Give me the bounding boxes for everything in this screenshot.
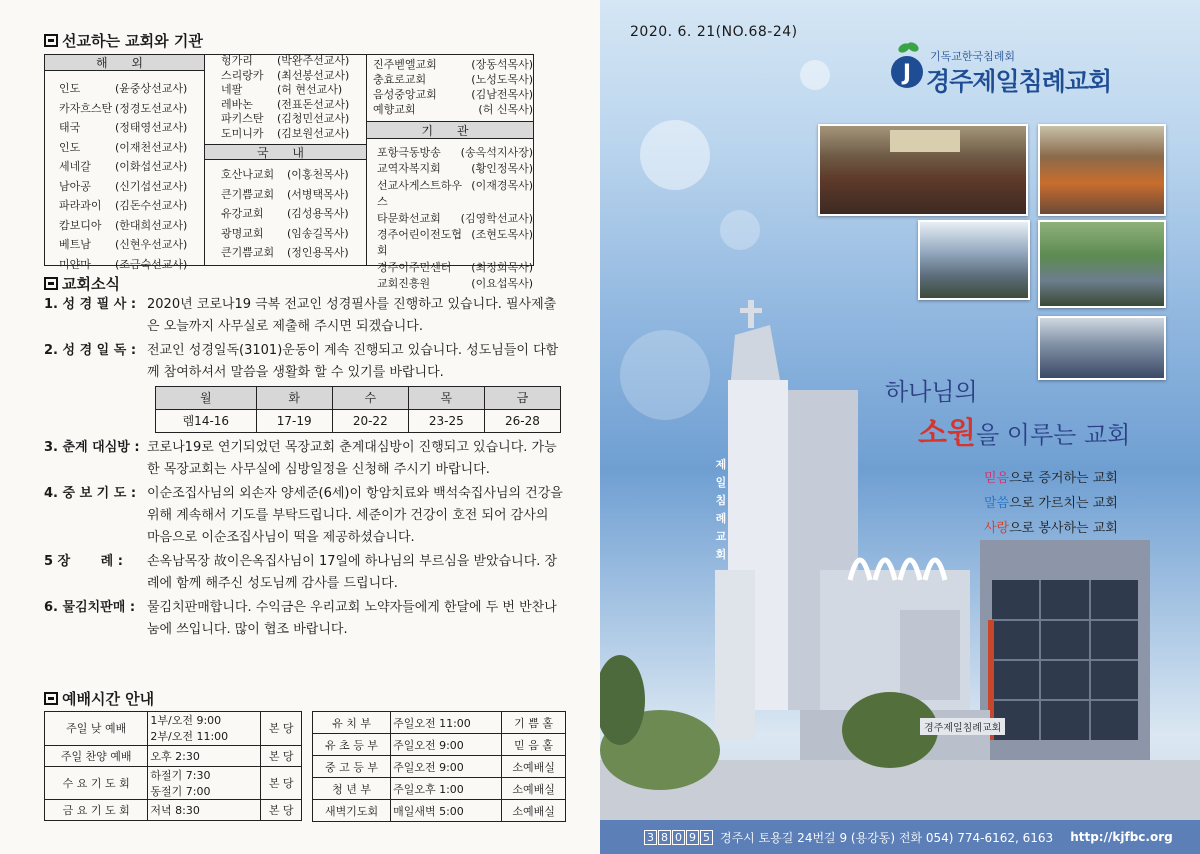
item-name: 스리랑카: [221, 68, 264, 82]
schedule-row: [45, 745, 302, 766]
schedule-row: [313, 712, 566, 734]
list-item: [377, 145, 533, 161]
schedule-place: 소예배실: [502, 778, 566, 800]
list-item: [59, 196, 199, 216]
item-name: 타문화선교회: [377, 211, 441, 225]
item-person: (박완주선교사): [277, 54, 350, 67]
item-person: (김돈수선교사): [115, 199, 188, 212]
schedule-name: 새벽기도회: [313, 800, 391, 822]
item-person: (조현도목사): [471, 228, 533, 242]
item-person: (조금숙선교사): [115, 257, 188, 271]
item-person: (김영학선교사): [460, 211, 533, 225]
news-item: 3. 춘계 대심방 : 코로나19로 연기되었던 목장교회 춘계대심방이 진행되고 있습니다. 가능한 목장교회는 사무실에 심방일정을 신청해 주시기 바랍니다.: [44, 440, 557, 477]
address: 경주시 토용길 24번길 9 (용강동) 전화 054) 774-6162, 6163: [720, 830, 1054, 845]
list-item: [221, 185, 365, 205]
item-person: (김보원선교사): [277, 126, 350, 140]
item-person: (윤중상선교사): [115, 82, 188, 95]
schedule-name: 주일 찬양 예배: [45, 745, 148, 766]
overseas-list: [59, 79, 199, 274]
missions-title: 선교하는 교회와 기관: [44, 30, 203, 51]
list-item: [373, 87, 533, 102]
schedule-name: 주일 낮 예배: [45, 712, 148, 746]
item-name: 예향교회: [373, 103, 416, 116]
reading-day: 화: [256, 387, 332, 410]
item-name: 광명교회: [221, 226, 264, 240]
list-item: [221, 98, 365, 113]
schedule-row: [45, 766, 302, 800]
schedule-place: 본 당: [261, 745, 302, 766]
tower-sign: 제일침례교회: [715, 458, 727, 561]
motto-key: 말씀: [984, 496, 1010, 511]
church-building-illustration: [600, 280, 1200, 820]
denomination: 기독교한국침례회: [930, 50, 1016, 63]
item-name: 경주어린이전도협회: [377, 228, 463, 258]
schedule-name: 수 요 기 도 회: [45, 766, 148, 800]
item-person: (이홍천목사): [287, 168, 349, 181]
item-name: 유강교회: [221, 207, 264, 220]
list-item: [373, 57, 533, 72]
motto-rest: 으로 봉사하는 교회: [1009, 521, 1118, 536]
item-name: 큰기쁨교회: [221, 246, 275, 259]
schedule-time: 주일오전 11:00: [391, 712, 502, 734]
postal-digit: 9: [686, 830, 699, 845]
schedule-time: 오후 2:30: [148, 745, 261, 766]
item-name: 인도: [59, 82, 81, 95]
item-name: 교회진흥원: [377, 277, 431, 291]
schedule-place: 본 당: [261, 712, 302, 746]
list-item: [221, 54, 365, 69]
item-person: (최정희목사): [471, 260, 533, 274]
news-item: 5 장 례 : 손옥남목장 故이은옥집사님이 17일에 하나님의 부르심을 받았습니다. 장례에 함께 해주신 성도님께 감사를 드립니다.: [44, 554, 558, 591]
domestic-list: [221, 165, 365, 263]
item-name: 남아공: [59, 179, 91, 193]
worship-schedule-main: [44, 711, 302, 821]
item-name: 도미니카: [221, 126, 264, 140]
svg-text:J: J: [902, 61, 912, 86]
list-item: [59, 79, 199, 99]
church-name: 경주제일침례교회: [926, 67, 1112, 96]
list-item: [221, 83, 365, 98]
schedule-place: 본 당: [261, 766, 302, 800]
list-item: [377, 227, 533, 260]
overseas-list-2: [221, 54, 365, 141]
item-person: (황인정목사): [471, 162, 533, 176]
motto-rest: 으로 가르치는 교회: [1009, 496, 1118, 511]
list-item: [221, 69, 365, 84]
footer-bar: [600, 820, 1200, 854]
postal-digit: 5: [700, 830, 713, 845]
motto-key: 믿음: [984, 471, 1010, 486]
item-name: 베트남: [59, 238, 91, 251]
item-person: (신기섭선교사): [115, 179, 188, 193]
item-name: 선교사게스트하우스: [377, 178, 463, 209]
item-person: (이요섭목사): [471, 277, 533, 291]
schedule-place: 소예배실: [502, 756, 566, 778]
item-name: 레바논: [221, 97, 253, 111]
item-name: 파라과이: [59, 199, 102, 212]
item-person: (최선봉선교사): [277, 68, 350, 82]
postal-code: [644, 830, 713, 845]
worship-service-photo: [818, 124, 1028, 216]
item-name: 진주벧엘교회: [373, 58, 437, 71]
schedule-row: [313, 778, 566, 800]
schedule-time: 주일오전 9:00: [391, 734, 502, 756]
list-item: [377, 260, 533, 276]
list-item: [373, 72, 533, 87]
item-name: 포항극동방송: [377, 146, 441, 159]
list-item: [221, 204, 365, 224]
list-item: [59, 99, 199, 119]
reading-day: 금: [484, 387, 560, 410]
item-name: 네팔: [221, 83, 243, 96]
news-item: 1. 성 경 필 사 : 2020년 코로나19 극복 전교인 성경필사를 진행하고 있습니다. 필사제출은 오늘까지 사무실로 제출해 주시면 되겠습니다.: [44, 297, 557, 334]
overseas-header: 해 외: [45, 55, 204, 71]
item-name: 헝가리: [221, 54, 253, 67]
item-person: (전표돈선교사): [277, 97, 350, 111]
item-person: (임송길목사): [287, 226, 349, 240]
list-item: [377, 161, 533, 177]
schedule-time: 주일오전 9:00: [391, 756, 502, 778]
schedule-time: 하절기 7:30 동절기 7:00: [148, 766, 261, 800]
item-name: 호산나교회: [221, 168, 275, 181]
item-person: (송옥석지사장): [460, 146, 533, 159]
list-item: [59, 138, 199, 158]
motto-key: 사랑: [984, 521, 1010, 536]
item-name: 태국: [59, 121, 81, 134]
schedule-time: 매일새벽 5:00: [391, 800, 502, 822]
item-person: (정태영선교사): [115, 121, 188, 134]
schedule-time: 1부/오전 9:00 2부/오전 11:00: [148, 712, 261, 746]
section-marker-icon: [44, 692, 58, 705]
schedule-name: 금 요 기 도 회: [45, 800, 148, 821]
item-name: 경주이주민센터: [377, 260, 452, 274]
item-person: (정인용목사): [287, 246, 349, 259]
news-title: 교회소식: [44, 273, 120, 294]
item-name: 큰기쁨교회: [221, 187, 275, 201]
item-person: (김성용목사): [287, 207, 349, 220]
item-name: 인도: [59, 140, 81, 154]
reading-day: 수: [332, 387, 408, 410]
item-name: 카자흐스탄: [59, 101, 113, 115]
list-item: [59, 235, 199, 255]
schedule-place: 기 쁨 홀: [502, 712, 566, 734]
item-person: (정경도선교사): [115, 101, 188, 115]
schedule-row: [45, 712, 302, 746]
news-item: 2. 성 경 일 독 : 전교인 성경일독(3101)운동이 계속 진행되고 있습니다. 성도님들이 다함께 참여하셔서 말씀을 생활화 할 수 있기를 바랍니다.: [44, 343, 559, 380]
org-list: [377, 145, 533, 293]
list-item: [377, 276, 533, 292]
reading-day: 목: [408, 387, 484, 410]
worship-schedule-dept: [312, 711, 566, 822]
list-item: [59, 216, 199, 236]
list-item: [377, 178, 533, 211]
item-name: 교역자복지회: [377, 162, 441, 176]
section-marker-icon: [44, 277, 58, 290]
reading-table: [155, 386, 561, 433]
list-item: [373, 102, 533, 117]
reading-day: 월: [156, 387, 257, 410]
list-item: [221, 127, 365, 142]
reading-range: 26-28: [484, 410, 560, 433]
item-person: (허 신목사): [478, 103, 533, 116]
congregation-photo: [1038, 124, 1166, 216]
slogan-line2: 소원을 이루는 교회: [918, 416, 1131, 451]
schedule-name: 청 년 부: [313, 778, 391, 800]
item-person: (허 현선교사): [277, 83, 343, 96]
list-item: [59, 157, 199, 177]
list-item: [221, 112, 365, 127]
cover-page: [600, 0, 1200, 854]
list-item: [377, 211, 533, 227]
postal-digit: 3: [644, 830, 657, 845]
schedule-place: 소예배실: [502, 800, 566, 822]
item-name: 캄보디아: [59, 218, 102, 232]
postal-digit: 0: [672, 830, 685, 845]
item-name: 미얀마: [59, 257, 91, 271]
slogan-line1: 하나님의: [885, 378, 978, 406]
item-person: (김남전목사): [471, 88, 533, 101]
reading-range: 23-25: [408, 410, 484, 433]
item-person: (한대희선교사): [115, 218, 188, 232]
schedule-name: 유 치 부: [313, 712, 391, 734]
building-sign: 경주제일침례교회: [920, 718, 1005, 735]
schedule-time: 주일오후 1:00: [391, 778, 502, 800]
website-link[interactable]: http://kjfbc.org: [1070, 830, 1173, 844]
schedule-name: 중 고 등 부: [313, 756, 391, 778]
list-item: [59, 255, 199, 275]
schedule-row: [313, 756, 566, 778]
schedule-place: 믿 음 홀: [502, 734, 566, 756]
schedule-row: [313, 800, 566, 822]
item-person: (서병택목사): [287, 187, 349, 201]
item-person: (노성도목사): [471, 73, 533, 86]
news-list: [44, 294, 564, 643]
item-name: 충효로교회: [373, 73, 427, 86]
org-header: 기 관: [367, 121, 533, 139]
item-person: (이화섭선교사): [115, 160, 188, 173]
reading-range: 렘14-16: [156, 410, 257, 433]
postal-digit: 8: [658, 830, 671, 845]
list-item: [59, 118, 199, 138]
item-person: (김청민선교사): [277, 112, 350, 125]
schedule-row: [45, 800, 302, 821]
domestic-list-2: [373, 57, 533, 117]
worship-title: 예배시간 안내: [44, 688, 154, 709]
schedule-time: 저녁 8:30: [148, 800, 261, 821]
item-person: (이재경목사): [471, 178, 533, 192]
list-item: [59, 177, 199, 197]
item-person: (장동석목사): [471, 58, 533, 71]
item-person: (이재천선교사): [115, 140, 188, 154]
reading-range: 17-19: [256, 410, 332, 433]
schedule-place: 본 당: [261, 800, 302, 821]
news-item: 4. 중 보 기 도 : 이순조집사님의 외손자 양세준(6세)이 항암치료와 백석숙집사님의 건강을 위해 계속해서 기도를 부탁드립니다. 세준이가 건강이 호전 되어 감사의 마음으로 이순조집사님이 떡을 제공하셨습니다.: [44, 486, 563, 545]
issue-date: 2020. 6. 21(NO.68-24): [630, 24, 798, 40]
item-name: 파키스탄: [221, 112, 264, 125]
section-marker-icon: [44, 34, 58, 47]
church-logo-icon: [890, 40, 924, 90]
list-item: [221, 224, 365, 244]
item-name: 음성중앙교회: [373, 88, 437, 101]
domestic-header: 국 내: [205, 144, 366, 160]
motto-rest: 으로 증거하는 교회: [1009, 471, 1118, 486]
list-item: [221, 243, 365, 263]
schedule-row: [313, 734, 566, 756]
item-name: 세네갈: [59, 160, 91, 173]
schedule-name: 유 초 등 부: [313, 734, 391, 756]
item-person: (신현우선교사): [115, 238, 188, 251]
reading-range: 20-22: [332, 410, 408, 433]
list-item: [221, 165, 365, 185]
news-item: 6. 물김치판매 : 물김치판매합니다. 수익금은 우리교회 노약자들에게 한달에 두 번 반찬나눔에 쓰입니다. 많이 협조 바랍니다.: [44, 600, 557, 637]
